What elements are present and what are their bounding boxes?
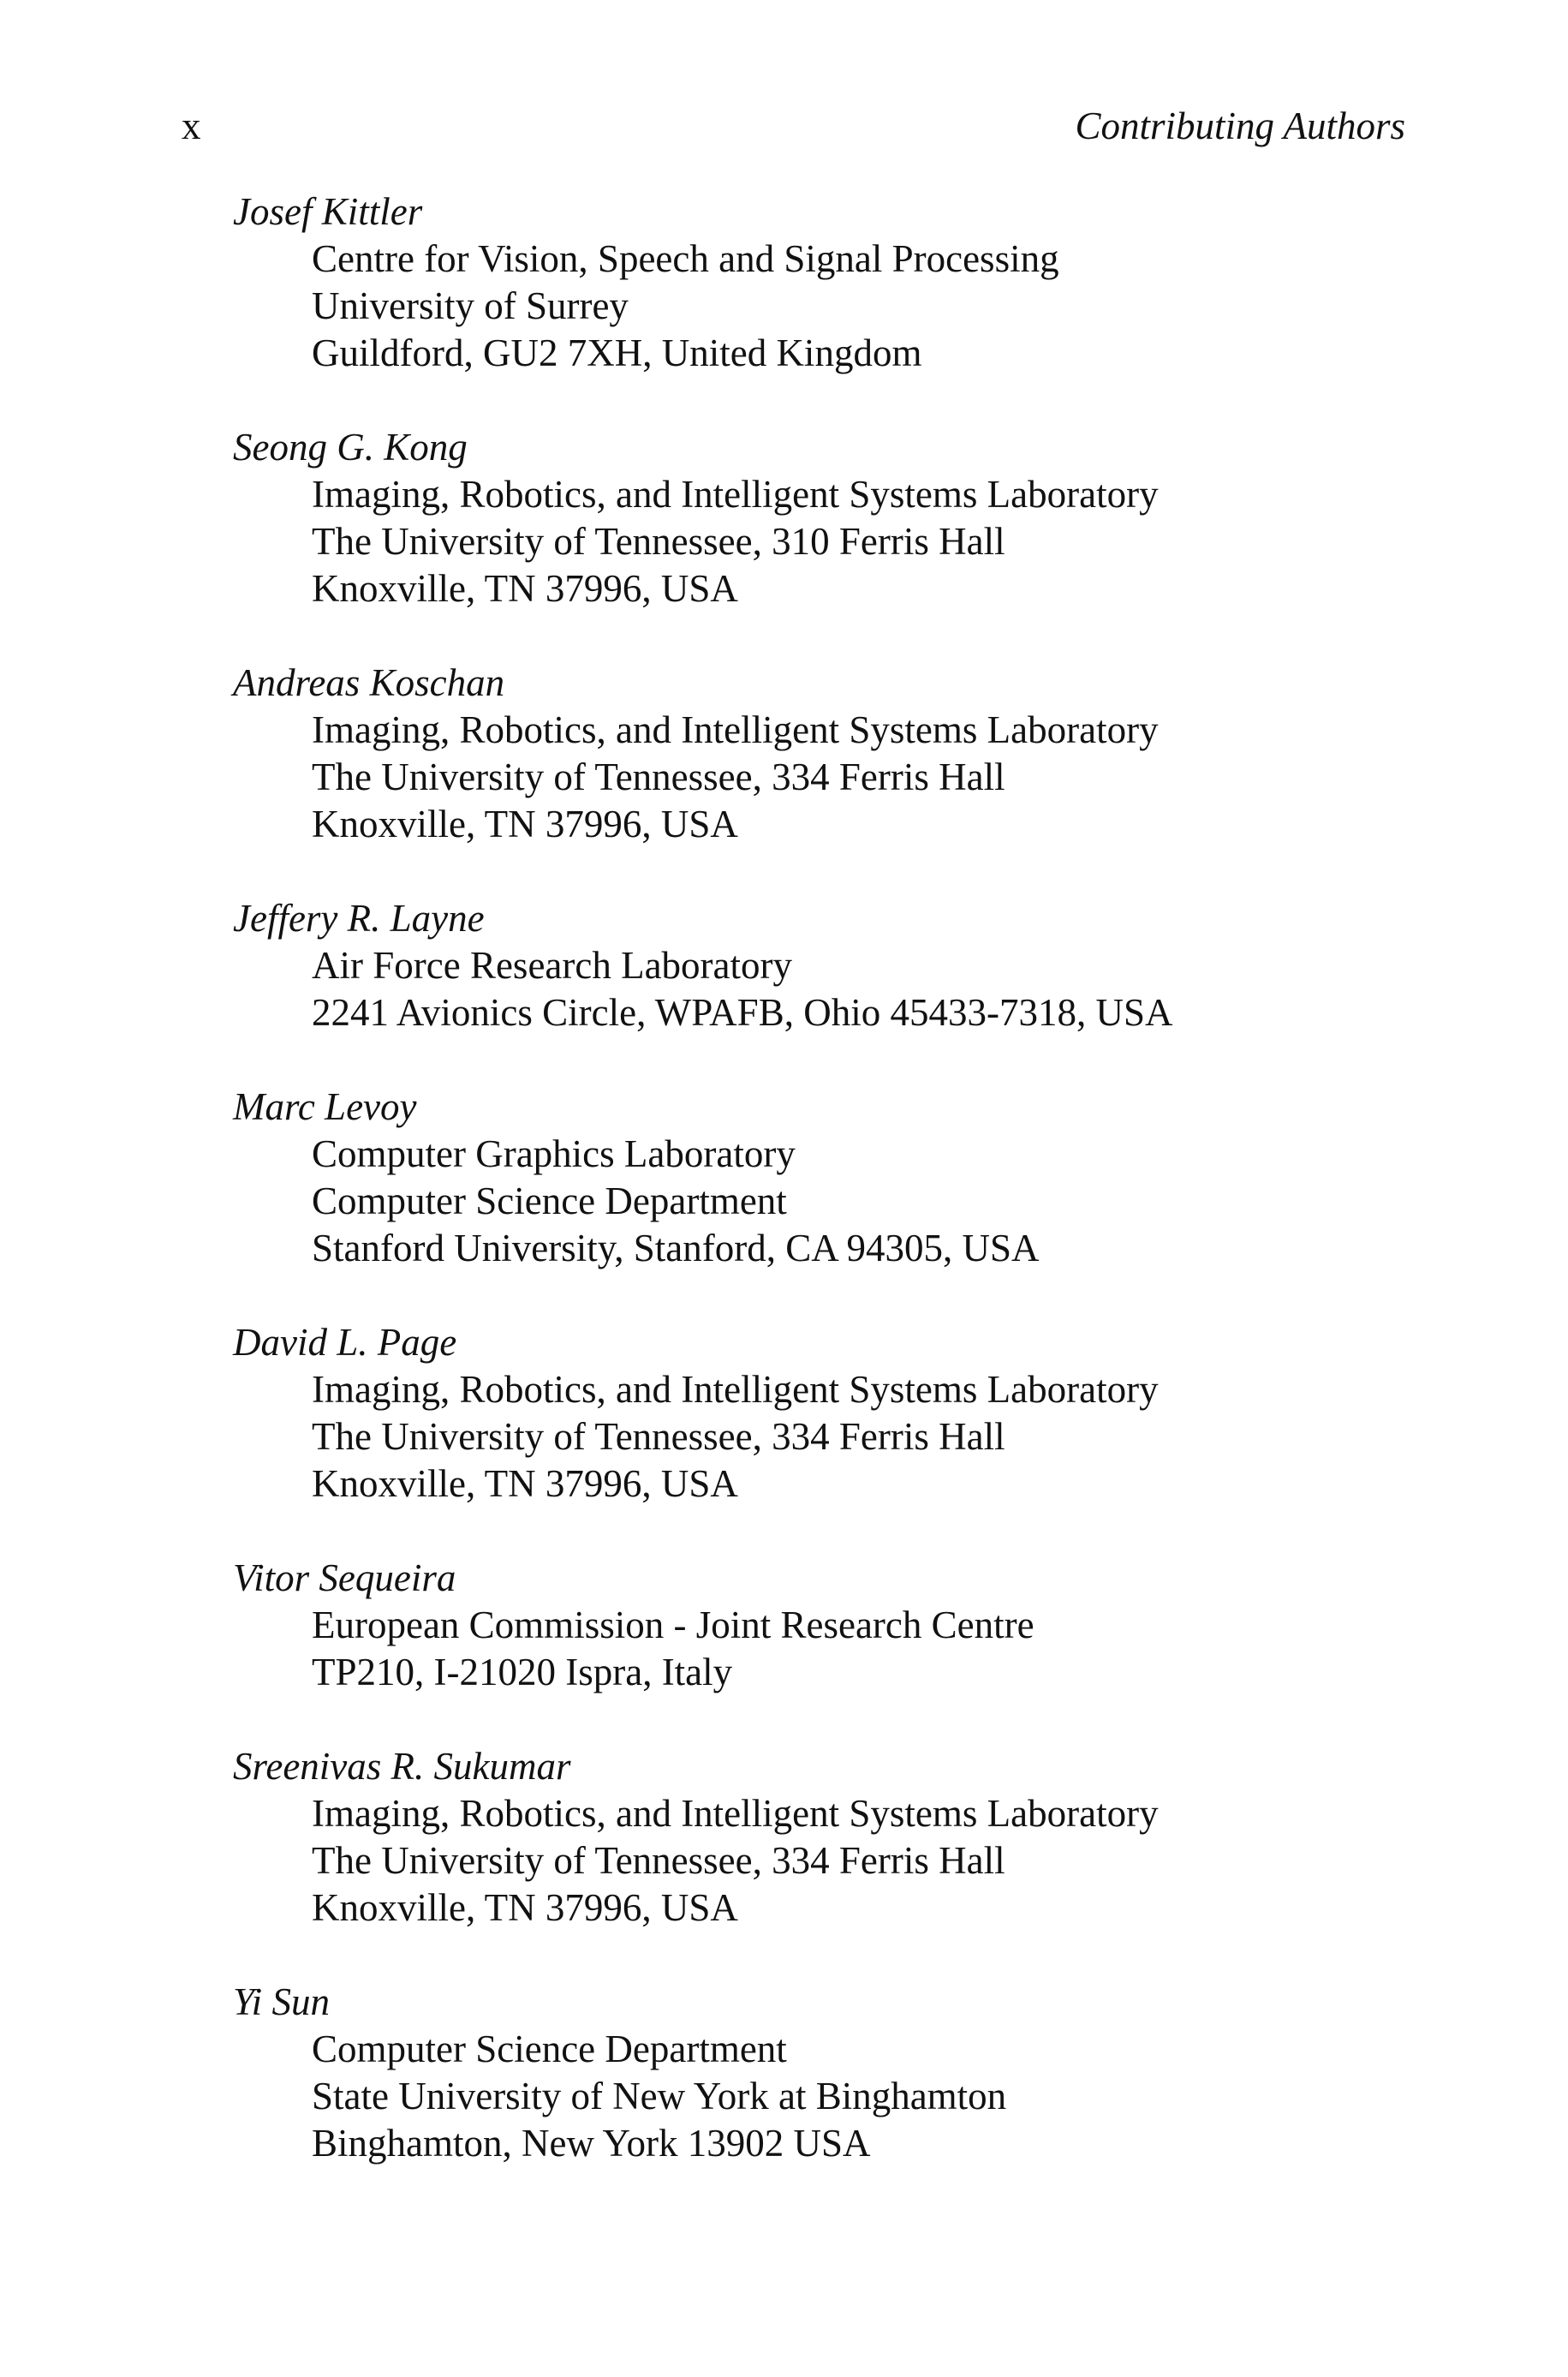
affiliation-line: University of Surrey [312,284,629,327]
affiliation-line: The University of Tennessee, 334 Ferris Hall [312,756,1005,798]
affiliation-line: State University of New York at Binghamton [312,2075,1007,2117]
author-affiliation [312,942,1432,1036]
affiliation-line: Computer Graphics Laboratory [312,1132,796,1175]
author-affiliation [312,707,1432,848]
author-name: Yi Sun [233,1980,330,2023]
page-header [182,96,1405,156]
affiliation-line: Knoxville, TN 37996, USA [312,567,738,610]
author-entry [233,424,1432,612]
affiliation-line: The University of Tennessee, 334 Ferris Hall [312,1839,1005,1882]
author-affiliation [312,1366,1432,1508]
author-entry [233,1555,1432,1696]
affiliation-line: Centre for Vision, Speech and Signal Processing [312,237,1059,280]
page-number: x [182,105,201,147]
author-affiliation [312,1790,1432,1932]
author-entry [233,895,1432,1036]
affiliation-line: Computer Science Department [312,1180,787,1222]
author-name: Andreas Koschan [233,661,505,704]
affiliation-line: Knoxville, TN 37996, USA [312,1886,738,1929]
author-name: Marc Levoy [233,1085,417,1128]
author-affiliation [312,2026,1432,2167]
author-affiliation [312,1131,1432,1272]
author-name: David L. Page [233,1321,457,1364]
affiliation-line: Imaging, Robotics, and Intelligent Systems Laboratory [312,708,1159,751]
affiliation-line: Knoxville, TN 37996, USA [312,803,738,845]
author-affiliation [312,471,1432,612]
author-entry [233,660,1432,848]
author-name: Josef Kittler [233,190,423,233]
affiliation-line: Knoxville, TN 37996, USA [312,1462,738,1505]
author-entry [233,1084,1432,1272]
affiliation-line: Guildford, GU2 7XH, United Kingdom [312,331,922,374]
author-entry [233,1319,1432,1508]
affiliation-line: The University of Tennessee, 310 Ferris Hall [312,520,1005,563]
author-entry [233,188,1432,377]
affiliation-line: Imaging, Robotics, and Intelligent Systems Laboratory [312,1792,1159,1835]
affiliation-line: 2241 Avionics Circle, WPAFB, Ohio 45433-7318, USA [312,991,1173,1034]
author-affiliation [312,236,1432,377]
affiliation-line: Binghamton, New York 13902 USA [312,2122,871,2165]
affiliation-line: Computer Science Department [312,2028,787,2070]
affiliation-line: The University of Tennessee, 334 Ferris Hall [312,1415,1005,1458]
affiliation-line: TP210, I-21020 Ispra, Italy [312,1651,733,1693]
running-title: Contributing Authors [1075,105,1405,147]
affiliation-line: European Commission - Joint Research Centre [312,1604,1034,1646]
author-list [233,188,1432,2214]
author-name: Seong G. Kong [233,426,468,469]
author-name: Jeffery R. Layne [233,897,485,940]
author-name: Sreenivas R. Sukumar [233,1745,571,1788]
author-entry [233,1979,1432,2167]
author-entry [233,1743,1432,1932]
affiliation-line: Imaging, Robotics, and Intelligent Systems Laboratory [312,473,1159,516]
affiliation-line: Air Force Research Laboratory [312,944,793,987]
affiliation-line: Stanford University, Stanford, CA 94305, USA [312,1227,1040,1269]
author-affiliation [312,1602,1432,1696]
affiliation-line: Imaging, Robotics, and Intelligent Systems Laboratory [312,1368,1159,1411]
author-name: Vitor Sequeira [233,1556,456,1599]
